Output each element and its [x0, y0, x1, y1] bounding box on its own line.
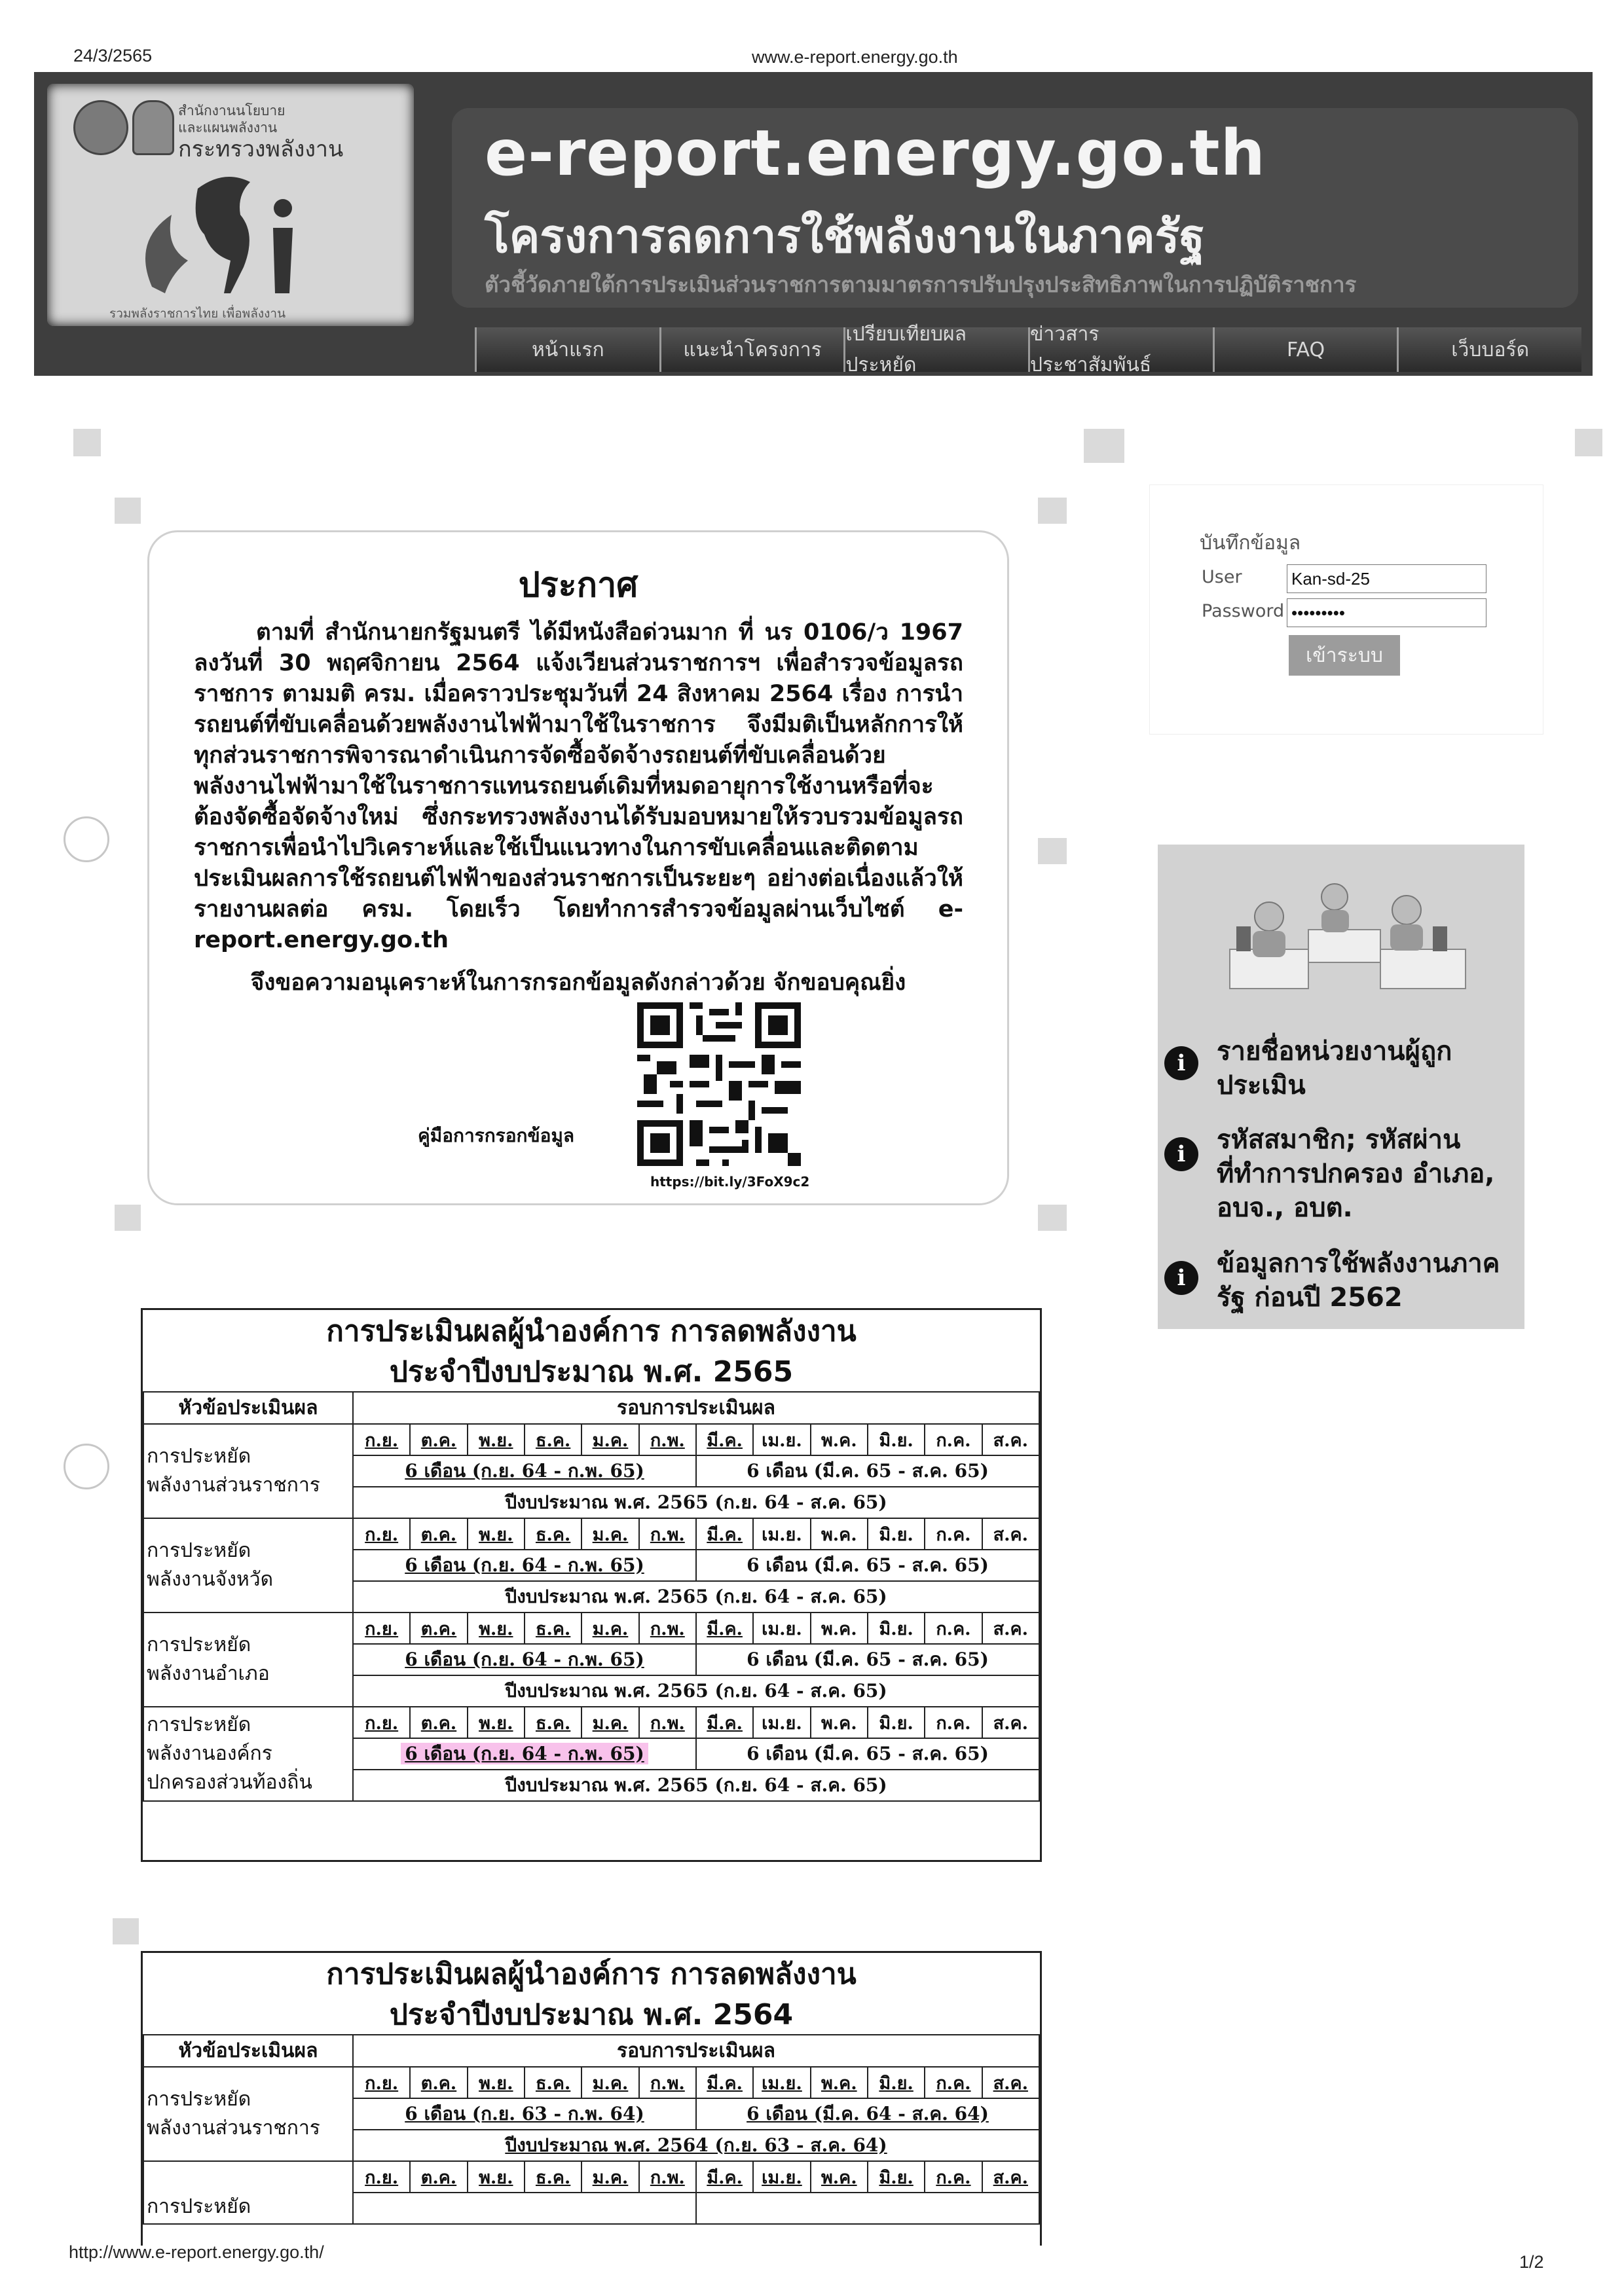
eval-2565-grid: [143, 1391, 1040, 1802]
month-cell[interactable]: ธ.ค.: [525, 1707, 581, 1738]
month-cell: ก.ค.: [925, 1518, 982, 1550]
month-cell[interactable]: ส.ค.: [982, 2067, 1039, 2098]
announcement-box: [147, 530, 1009, 1205]
topic-government-agencies: การประหยัด พลังงานส่วนราชการ: [143, 2067, 353, 2161]
decor-square: [115, 1205, 141, 1231]
month-cell[interactable]: ส.ค.: [982, 2161, 1039, 2193]
half-year-2: 6 เดือน (มี.ค. 65 - ส.ค. 65): [696, 1550, 1039, 1581]
month-cell[interactable]: ม.ค.: [581, 2161, 638, 2193]
topic-local-administration: การประหยัด พลังงานองค์กร ปกครองส่วนท้องถิ่น: [143, 1707, 353, 1801]
month-cell[interactable]: ก.พ.: [639, 2161, 696, 2193]
month-cell[interactable]: ม.ค.: [581, 1424, 638, 1455]
print-page-number: 1/2: [1519, 2252, 1544, 2272]
month-cell[interactable]: มี.ค.: [696, 2067, 753, 2098]
announcement-thanks: จึงขอความอนุเคราะห์ในการกรอกข้อมูลดังกล่าวด้วย จักขอบคุณยิ่ง: [250, 970, 906, 996]
half-year-1[interactable]: 6 เดือน (ก.ย. 64 - ก.พ. 65): [353, 1455, 696, 1487]
site-tagline: ตัวชี้วัดภายใต้การประเมินส่วนราชการตามมาตรการปรับปรุงประสิทธิภาพในการปฏิบัติราชการ: [485, 272, 1357, 297]
half-year-2: 6 เดือน (มี.ค. 65 - ส.ค. 65): [696, 1455, 1039, 1487]
decor-square: [1038, 1205, 1067, 1231]
month-cell[interactable]: พ.ย.: [468, 1707, 525, 1738]
month-cell: ส.ค.: [982, 1424, 1039, 1455]
month-cell: ส.ค.: [982, 1707, 1039, 1738]
month-cell[interactable]: พ.ย.: [468, 1613, 525, 1644]
topic-district: การประหยัด พลังงานอำเภอ: [143, 1613, 353, 1707]
nav-webboard[interactable]: เว็บบอร์ด: [1397, 327, 1581, 372]
main-nav: [475, 323, 1581, 376]
eval-2564-title-2: ประจำปีงบประมาณ พ.ศ. 2564: [389, 1998, 794, 2032]
print-url: www.e-report.energy.go.th: [752, 47, 958, 67]
decor-square: [113, 1918, 139, 1944]
month-cell: พ.ค.: [811, 1424, 868, 1455]
nav-compare-savings[interactable]: เปรียบเทียบผลประหยัด: [843, 327, 1028, 372]
month-cell[interactable]: ก.พ.: [639, 2067, 696, 2098]
highlight-mark: 6 เดือน (ก.ย. 64 - ก.พ. 65): [401, 1743, 648, 1764]
month-cell[interactable]: มี.ค.: [696, 2161, 753, 2193]
logo-slogan: รวมพลังราชการไทย เพื่อพลังงาน: [109, 306, 286, 321]
month-cell[interactable]: พ.ย.: [468, 1424, 525, 1455]
eval-2565-title-2: ประจำปีงบประมาณ พ.ศ. 2565: [389, 1355, 794, 1389]
password-label: Password: [1202, 601, 1285, 621]
month-cell[interactable]: ก.ย.: [353, 1424, 410, 1455]
ministry-seal-icon: [73, 100, 128, 155]
month-cell: พ.ค.: [811, 1707, 868, 1738]
col-topic: หัวข้อประเมินผล: [143, 2035, 353, 2067]
half-year-2: 6 เดือน (มี.ค. 65 - ส.ค. 65): [696, 1644, 1039, 1675]
user-input[interactable]: Kan-sd-25: [1287, 564, 1486, 593]
month-cell: ส.ค.: [982, 1518, 1039, 1550]
info-icon: i: [1164, 1137, 1198, 1171]
month-cell[interactable]: ก.พ.: [639, 1424, 696, 1455]
hole-punch: [64, 1444, 109, 1489]
horse-logo-icon: [126, 162, 322, 300]
fiscal-year: ปีงบประมาณ พ.ศ. 2565 (ก.ย. 64 - ส.ค. 65): [353, 1487, 1039, 1518]
month-cell[interactable]: มี.ค.: [696, 1613, 753, 1644]
month-cell[interactable]: ต.ค.: [410, 1518, 467, 1550]
nav-about-project[interactable]: แนะนำโครงการ: [659, 327, 844, 372]
decor-square: [115, 498, 141, 524]
login-title: บันทึกข้อมูล: [1200, 532, 1301, 555]
fiscal-year: ปีงบประมาณ พ.ศ. 2565 (ก.ย. 64 - ส.ค. 65): [353, 1675, 1039, 1707]
nav-news[interactable]: ข่าวสารประชาสัมพันธ์: [1028, 327, 1213, 372]
fiscal-year: ปีงบประมาณ พ.ศ. 2565 (ก.ย. 64 - ส.ค. 65): [353, 1770, 1039, 1801]
month-cell[interactable]: ก.พ.: [639, 1707, 696, 1738]
month-cell[interactable]: เม.ย.: [753, 2161, 810, 2193]
month-cell[interactable]: ก.พ.: [639, 1613, 696, 1644]
month-cell: ก.ค.: [925, 1707, 982, 1738]
evaluation-table-2565: [141, 1308, 1042, 1862]
month-cell[interactable]: ก.ค.: [925, 2161, 982, 2193]
decor-square: [73, 429, 101, 456]
month-cell: เม.ย.: [753, 1424, 810, 1455]
info-icon: i: [1164, 1261, 1198, 1295]
month-cell[interactable]: ม.ค.: [581, 2067, 638, 2098]
month-cell[interactable]: มี.ค.: [696, 1707, 753, 1738]
month-cell[interactable]: ก.ย.: [353, 2161, 410, 2193]
login-button[interactable]: เข้าระบบ: [1289, 635, 1400, 676]
hole-punch: [64, 816, 109, 862]
topic-province: การประหยัด พลังงานจังหวัด: [143, 1518, 353, 1613]
month-cell: เม.ย.: [753, 1613, 810, 1644]
qr-url[interactable]: https://bit.ly/3FoX9c2: [650, 1174, 810, 1190]
half-year-1-highlighted[interactable]: [353, 1738, 696, 1770]
eppo-logo[interactable]: [47, 84, 414, 326]
fiscal-year: ปีงบประมาณ พ.ศ. 2565 (ก.ย. 64 - ส.ค. 65): [353, 1581, 1039, 1613]
month-cell[interactable]: ก.ย.: [353, 1518, 410, 1550]
month-cell[interactable]: ธ.ค.: [525, 1518, 581, 1550]
col-round: รอบการประเมินผล: [353, 1392, 1039, 1424]
manual-label: คู่มือการกรอกข้อมูล: [418, 1125, 575, 1146]
month-cell[interactable]: ต.ค.: [410, 1424, 467, 1455]
month-cell[interactable]: มี.ค.: [696, 1518, 753, 1550]
month-cell[interactable]: มิ.ย.: [868, 2067, 925, 2098]
topic-government-agencies: การประหยัด พลังงานส่วนราชการ: [143, 1424, 353, 1518]
decor-square: [1038, 838, 1067, 864]
month-cell[interactable]: ธ.ค.: [525, 1424, 581, 1455]
col-round: รอบการประเมินผล: [353, 2035, 1039, 2067]
office-workers-illustration: [1217, 871, 1479, 1002]
month-cell[interactable]: ก.ย.: [353, 1613, 410, 1644]
site-subtitle: โครงการลดการใช้พลังงานในภาครัฐ: [485, 210, 1205, 263]
month-cell: มิ.ย.: [868, 1518, 925, 1550]
month-cell[interactable]: ต.ค.: [410, 1707, 467, 1738]
half-year-1[interactable]: 6 เดือน (ก.ย. 63 - ก.พ. 64): [353, 2098, 696, 2130]
print-footer-url: http://www.e-report.energy.go.th/: [69, 2242, 324, 2262]
topic-next: การประหยัด: [143, 2161, 353, 2224]
password-input[interactable]: •••••••••: [1287, 598, 1486, 627]
agency-seal-icon: [132, 100, 174, 155]
month-cell[interactable]: มี.ค.: [696, 1424, 753, 1455]
site-title: e-report.energy.go.th: [485, 117, 1266, 190]
month-cell[interactable]: ม.ค.: [581, 1518, 638, 1550]
month-cell[interactable]: พ.ค.: [811, 2161, 868, 2193]
announcement-body: ตามที่ สำนักนายกรัฐมนตรี ได้มีหนังสือด่วนมาก ที่ นร 0106/ว 1967 ลงวันที่ 30 พฤศจิกายน 2564 แจ้งเวียนส่วนราชการฯ เพื่อสำรวจข้อมูลรถราชการ ตามมติ ครม. เมื่อคราวประชุมวันที่ 24 สิงหาคม 2564 เรื่อง การนำรถยนต์ที่ขับเคลื่อนด้วยพลังงานไฟฟ้ามาใช้ในราชการ จึงมีมติเป็นหลักการให้ทุกส่วนราชการพิจารณาดำเนินการจัดซื้อจัดจ้างรถยนต์ที่ขับเคลื่อนด้วยพลังงานไฟฟ้ามาใช้ในราชการแทนรถยนต์เดิมที่หมดอายุการใช้งานหรือที่จะต้องจัดซื้อจัดจ้างใหม่ ซึ่งกระทรวงพลังงานได้รับมอบหมายให้รวบรวมข้อมูลรถราชการเพื่อนำไปวิเคราะห์และใช้เป็นแนวทางในการขับเคลื่อนและติดตามประเมินผลการใช้รถยนต์ไฟฟ้าของส่วนราชการเป็นระยะๆ อย่างต่อเนื่องแล้วให้รายงานผลต่อ ครม. โดยเร็ว โดยทำการสำรวจข้อมูลผ่านเว็บไซต์ e-report.energy.go.th: [194, 619, 963, 953]
month-cell[interactable]: ก.ย.: [353, 2067, 410, 2098]
month-cell: เม.ย.: [753, 1707, 810, 1738]
month-cell: ส.ค.: [982, 1613, 1039, 1644]
month-cell[interactable]: พ.ย.: [468, 2161, 525, 2193]
decor-square: [1084, 429, 1124, 463]
month-cell[interactable]: พ.ย.: [468, 1518, 525, 1550]
month-cell[interactable]: ก.ย.: [353, 1707, 410, 1738]
month-cell[interactable]: ธ.ค.: [525, 1613, 581, 1644]
month-cell: พ.ค.: [811, 1613, 868, 1644]
month-cell[interactable]: ต.ค.: [410, 2161, 467, 2193]
eval-2565-title-1: การประเมินผลผู้นำองค์การ การลดพลังงาน: [326, 1315, 857, 1348]
month-cell[interactable]: พ.ย.: [468, 2067, 525, 2098]
month-cell[interactable]: มิ.ย.: [868, 2161, 925, 2193]
month-cell: มิ.ย.: [868, 1613, 925, 1644]
month-cell[interactable]: ธ.ค.: [525, 2161, 581, 2193]
month-cell[interactable]: พ.ค.: [811, 2067, 868, 2098]
month-cell: มิ.ย.: [868, 1424, 925, 1455]
eval-2564-grid: [143, 2034, 1040, 2225]
print-date: 24/3/2565: [73, 46, 153, 65]
evaluation-table-2564: [141, 1951, 1042, 2246]
month-cell[interactable]: ต.ค.: [410, 2067, 467, 2098]
month-cell[interactable]: ต.ค.: [410, 1613, 467, 1644]
fiscal-year[interactable]: ปีงบประมาณ พ.ศ. 2564 (ก.ย. 63 - ส.ค. 64): [353, 2130, 1039, 2161]
half-year-1[interactable]: 6 เดือน (ก.ย. 64 - ก.พ. 65): [353, 1644, 696, 1675]
col-topic: หัวข้อประเมินผล: [143, 1392, 353, 1424]
month-cell: พ.ค.: [811, 1518, 868, 1550]
month-cell: ก.ค.: [925, 1613, 982, 1644]
qr-code-icon[interactable]: [637, 1002, 801, 1166]
nav-home[interactable]: หน้าแรก: [475, 327, 659, 372]
user-label: User: [1202, 567, 1242, 587]
month-cell: มิ.ย.: [868, 1707, 925, 1738]
month-cell: ก.ค.: [925, 1424, 982, 1455]
month-cell[interactable]: ก.ค.: [925, 2067, 982, 2098]
half-year-2: 6 เดือน (มี.ค. 65 - ส.ค. 65): [696, 1738, 1039, 1770]
half-year-2[interactable]: 6 เดือน (มี.ค. 64 - ส.ค. 64): [696, 2098, 1039, 2130]
month-cell: เม.ย.: [753, 1518, 810, 1550]
org-name: สำนักงานนโยบาย และแผนพลังงาน กระทรวงพลังงาน: [178, 103, 344, 162]
eval-2564-title-1: การประเมินผลผู้นำองค์การ การลดพลังงาน: [326, 1958, 857, 1991]
half-year-1[interactable]: 6 เดือน (ก.ย. 64 - ก.พ. 65): [353, 1550, 696, 1581]
announcement-title: ประกาศ: [518, 566, 638, 605]
nav-faq[interactable]: FAQ: [1213, 327, 1397, 372]
month-cell[interactable]: ธ.ค.: [525, 2067, 581, 2098]
month-cell[interactable]: ก.พ.: [639, 1518, 696, 1550]
month-cell[interactable]: เม.ย.: [753, 2067, 810, 2098]
month-cell[interactable]: ม.ค.: [581, 1707, 638, 1738]
decor-square: [1038, 498, 1067, 524]
decor-square: [1575, 429, 1602, 456]
info-icon: i: [1164, 1046, 1198, 1080]
month-cell[interactable]: ม.ค.: [581, 1613, 638, 1644]
